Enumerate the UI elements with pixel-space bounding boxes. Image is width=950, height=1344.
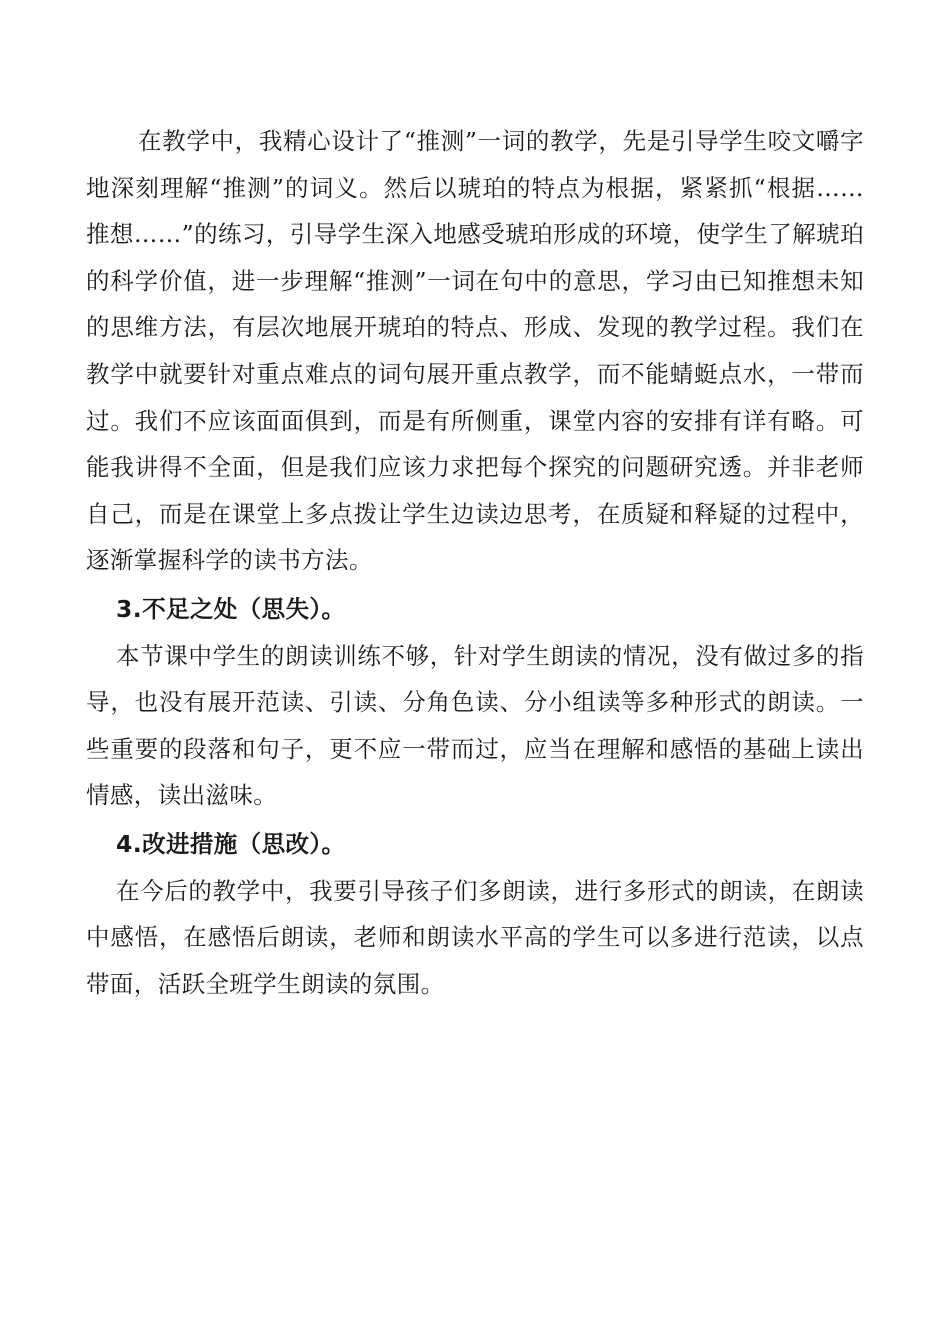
document-page	[86, 118, 864, 1007]
paragraph-improvements: 在今后的教学中，我要引导孩子们多朗读，进行多形式的朗读，在朗读中感悟，在感悟后朗读，老师和朗读水平高的学生可以多进行范读，以点带面，活跃全班学生朗读的氛围。	[86, 876, 864, 998]
section-heading-improvements: 4.改进措施（思改）。	[116, 829, 346, 858]
paragraph-teaching-design: 在教学中，我精心设计了“推测”一词的教学，先是引导学生咬文嚼字地深刻理解“推测”的词义。然后以琥珀的特点为根据，紧紧抓“根据……推想……”的练习，引导学生深入地感受琥珀形成的环境，使学生了解琥珀的科学价值，进一步理解“推测”一词在句中的意思，学习由已知推想未知的思维方法，有层次地展开琥珀的特点、形成、发现的教学过程。我们在教学中就要针对重点难点的词句展开重点教学，而不能蜻蜓点水，一带而过。我们不应该面面俱到，而是有所侧重，课堂内容的安排有详有略。可能我讲得不全面，但是我们应该力求把每个探究的问题研究透。并非老师自己，而是在课堂上多点拨让学生边读边思考，在质疑和释疑的过程中，逐渐掌握科学的读书方法。	[86, 127, 864, 575]
section-heading-shortcomings: 3.不足之处（思失）。	[116, 594, 346, 623]
paragraph-shortcomings: 本节课中学生的朗读训练不够，针对学生朗读的情况，没有做过多的指导，也没有展开范读、引读、分角色读、分小组读等多种形式的朗读。一些重要的段落和句子，更不应一带而过，应当在理解和感悟的基础上读出情感，读出滋味。	[86, 641, 864, 810]
